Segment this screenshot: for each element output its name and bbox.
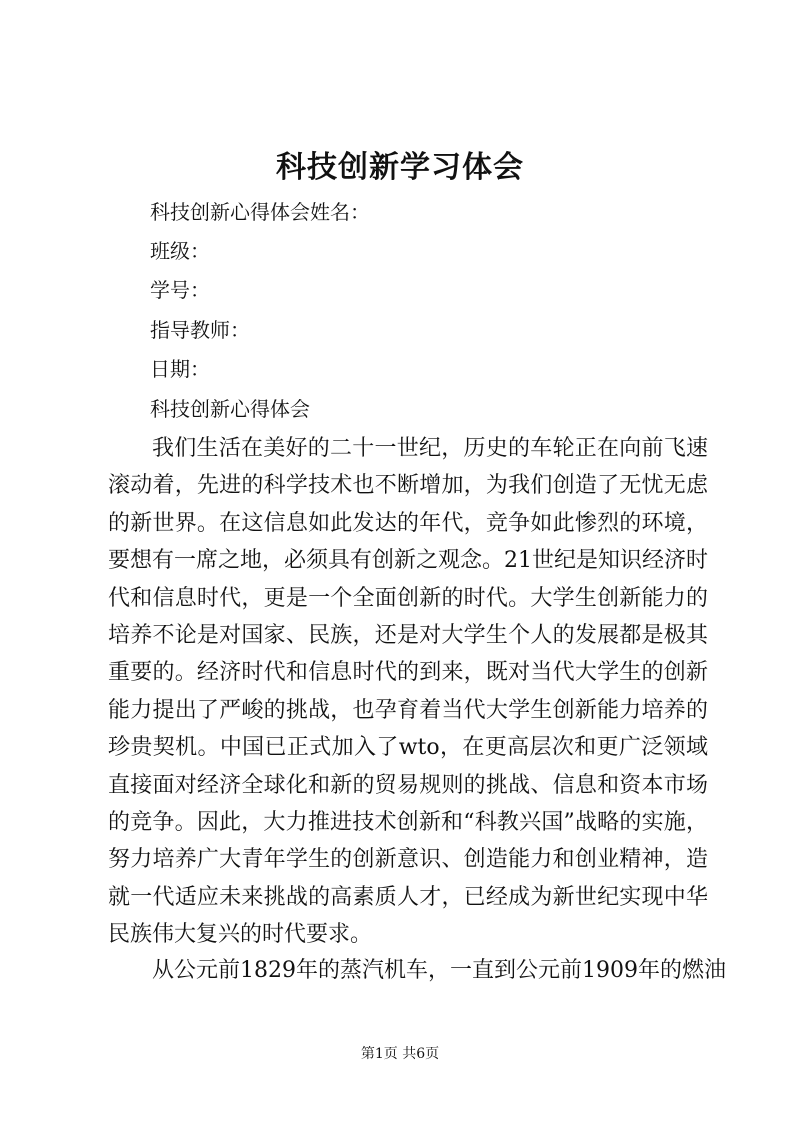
page-footer: 第1页 共6页 bbox=[360, 1046, 440, 1062]
document-title: 科技创新学习体会 bbox=[276, 150, 524, 185]
date-field-line: 日期： bbox=[150, 357, 210, 381]
student-id-field-line: 学号： bbox=[150, 278, 210, 302]
section-subtitle: 科技创新心得体会 bbox=[150, 397, 310, 421]
name-field-line: 科技创新心得体会姓名： bbox=[150, 200, 370, 224]
body-text bbox=[108, 430, 708, 954]
advisor-field-line: 指导教师： bbox=[150, 318, 250, 342]
paragraph: 我们生活在美好的二十一世纪，历史的车轮正在向前飞速滚动着，先进的科学技术也不断增加，为我们创造了无忧无虑的新世界。在这信息如此发达的年代，竞争如此惨烈的环境，要想有一席之地，必须具有创新之观念。21世纪是知识经济时代和信息时代，更是一个全面创新的时代。大学生创新能力的培养不论是对国家、民族，还是对大学生个人的发展都是极其重要的。经济时代和信息时代的到来，既对当代大学生的创新能力提出了严峻的挑战，也孕育着当代大学生创新能力培养的珍贵契机。中国已正式加入了wto，在更高层次和更广泛领域直接面对经济全球化和新的贸易规则的挑战、信息和资本市场的竞争。因此，大力推进技术创新和“科教兴国”战略的实施，努力培养广大青年学生的创新意识、创造能力和创业精神，造就一代适应未来挑战的高素质人才，已经成为新世纪实现中华民族伟大复兴的时代要求。 bbox=[108, 436, 708, 948]
paragraph: 从公元前1829年的蒸汽机车，一直到公元前1909年的燃油 bbox=[152, 958, 726, 983]
class-field-line: 班级： bbox=[150, 239, 210, 263]
